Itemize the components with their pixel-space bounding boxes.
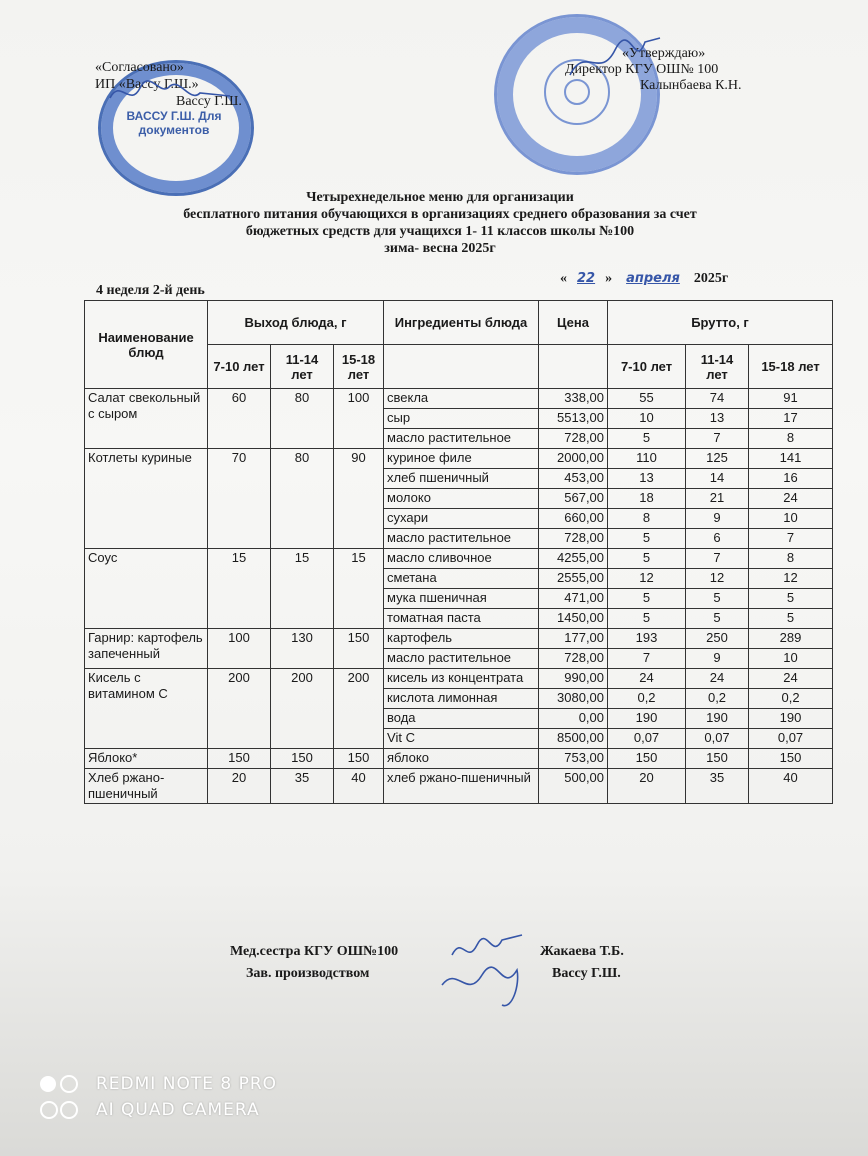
ingredient-name: сметана [384,569,539,589]
dish-output-age1: 60 [208,389,271,449]
menu-table-body [85,389,833,804]
ingredient-name: вода [384,709,539,729]
brutto-age1: 150 [608,749,686,769]
dish-output-age1: 100 [208,629,271,669]
brutto-age3: 24 [749,669,833,689]
dish-output-age2: 80 [271,449,334,549]
header-brutto-age3: 15-18 лет [749,345,833,389]
approval-right-line2: Директор КГУ ОШ№ 100 [565,62,719,77]
dish-name: Гарнир: картофель запеченный [85,629,208,669]
dish-output-age1: 150 [208,749,271,769]
brutto-age3: 0,07 [749,729,833,749]
brutto-age3: 24 [749,489,833,509]
ingredient-name: сухари [384,509,539,529]
dish-output-age1: 70 [208,449,271,549]
brutto-age2: 150 [686,749,749,769]
brutto-age2: 21 [686,489,749,509]
ingredient-price: 3080,00 [539,689,608,709]
dish-output-age3: 200 [334,669,384,749]
dish-output-age1: 20 [208,769,271,804]
dish-name: Кисель с витамином С [85,669,208,749]
brutto-age1: 110 [608,449,686,469]
ingredient-name: хлеб ржано-пшеничный [384,769,539,804]
brutto-age1: 13 [608,469,686,489]
brutto-age2: 0,2 [686,689,749,709]
dish-name: Яблоко* [85,749,208,769]
signature-footer-icon [432,925,532,1015]
dish-output-age3: 150 [334,749,384,769]
title-line1: Четырехнедельное меню для организации [306,190,574,205]
brutto-age2: 6 [686,529,749,549]
title-line4: зима- весна 2025г [384,241,496,256]
brutto-age1: 55 [608,389,686,409]
ingredient-name: Vit C [384,729,539,749]
brutto-age1: 5 [608,529,686,549]
header-price-blank [539,345,608,389]
header-name: Наименование блюд [85,301,208,389]
brutto-age3: 17 [749,409,833,429]
brutto-age3: 8 [749,549,833,569]
ingredient-price: 5513,00 [539,409,608,429]
footer-nurse-name: Жакаева Т.Б. [540,944,624,959]
brutto-age3: 12 [749,569,833,589]
brutto-age1: 5 [608,429,686,449]
ingredient-name: мука пшеничная [384,589,539,609]
header-brutto-age1: 7-10 лет [608,345,686,389]
ingredient-price: 338,00 [539,389,608,409]
camera-lens-icon-2 [40,1101,58,1119]
brutto-age3: 150 [749,749,833,769]
brutto-age2: 7 [686,429,749,449]
dish-output-age3: 15 [334,549,384,629]
brutto-age1: 0,07 [608,729,686,749]
brutto-age3: 16 [749,469,833,489]
camera-lens-icon [60,1075,78,1093]
footer-manager-name: Вассу Г.Ш. [552,966,621,981]
menu-table [84,300,833,804]
dish-output-age2: 15 [271,549,334,629]
camera-lens-icon-3 [60,1101,78,1119]
ingredient-price: 471,00 [539,589,608,609]
dish-output-age3: 40 [334,769,384,804]
table-row [85,629,833,649]
ingredient-price: 500,00 [539,769,608,804]
brutto-age1: 20 [608,769,686,804]
week-day-label: 4 неделя 2-й день [96,283,205,298]
header-ingredients: Ингредиенты блюда [384,301,539,345]
ingredient-price: 8500,00 [539,729,608,749]
brutto-age3: 91 [749,389,833,409]
brutto-age3: 141 [749,449,833,469]
dish-output-age2: 35 [271,769,334,804]
brutto-age1: 5 [608,609,686,629]
brutto-age2: 125 [686,449,749,469]
dish-name: Соус [85,549,208,629]
brutto-age2: 250 [686,629,749,649]
brutto-age2: 12 [686,569,749,589]
ingredient-name: масло растительное [384,529,539,549]
date-day: 22 [577,271,596,286]
header-price: Цена [539,301,608,345]
header-output-age1: 7-10 лет [208,345,271,389]
dish-output-age1: 15 [208,549,271,629]
ingredient-price: 728,00 [539,529,608,549]
date-year: 2025г [693,271,729,286]
dish-output-age3: 100 [334,389,384,449]
approval-right-line3: Калынбаева К.Н. [640,78,742,93]
ingredient-price: 2000,00 [539,449,608,469]
ingredient-name: кисель из концентрата [384,669,539,689]
ingredient-name: яблоко [384,749,539,769]
ingredient-price: 2555,00 [539,569,608,589]
brutto-age1: 193 [608,629,686,649]
approval-left-line3: Вассу Г.Ш. [176,94,242,109]
approval-right-line1: «Утверждаю» [622,46,706,61]
brutto-age2: 24 [686,669,749,689]
brutto-age1: 8 [608,509,686,529]
ingredient-price: 1450,00 [539,609,608,629]
header-output-age2: 11-14 лет [271,345,334,389]
dish-output-age2: 80 [271,389,334,449]
brutto-age3: 40 [749,769,833,804]
ingredient-price: 4255,00 [539,549,608,569]
header-ingredients-blank [384,345,539,389]
date-open-quote: « [560,271,567,286]
table-row [85,669,833,689]
title-line3: бюджетных средств для учащихся 1- 11 классов школы №100 [245,224,635,239]
brutto-age2: 9 [686,649,749,669]
brutto-age3: 8 [749,429,833,449]
brutto-age2: 190 [686,709,749,729]
dish-output-age2: 150 [271,749,334,769]
date-close-quote: » [605,271,613,286]
dish-name: Хлеб ржано-пшеничный [85,769,208,804]
header-brutto-age2: 11-14 лет [686,345,749,389]
header-output-age3: 15-18 лет [334,345,384,389]
brutto-age2: 13 [686,409,749,429]
ingredient-name: масло растительное [384,429,539,449]
watermark-line1: REDMI NOTE 8 PRO [96,1074,278,1094]
dish-name: Салат свекольный с сыром [85,389,208,449]
brutto-age3: 289 [749,629,833,649]
date-month: апреля [626,271,680,286]
brutto-age1: 5 [608,589,686,609]
brutto-age2: 74 [686,389,749,409]
ingredient-name: кислота лимонная [384,689,539,709]
ingredient-price: 177,00 [539,629,608,649]
brutto-age3: 0,2 [749,689,833,709]
ingredient-name: сыр [384,409,539,429]
signature-right-icon [560,30,670,90]
brutto-age3: 5 [749,589,833,609]
footer-manager-label: Зав. производством [246,966,370,981]
ingredient-name: масло сливочное [384,549,539,569]
brutto-age1: 5 [608,549,686,569]
brutto-age2: 5 [686,589,749,609]
ingredient-price: 990,00 [539,669,608,689]
brutto-age3: 10 [749,509,833,529]
ingredient-price: 660,00 [539,509,608,529]
signature-left-icon [100,68,250,118]
ingredient-name: куриное филе [384,449,539,469]
dish-output-age2: 200 [271,669,334,749]
dish-output-age3: 90 [334,449,384,549]
ingredient-price: 453,00 [539,469,608,489]
brutto-age2: 5 [686,609,749,629]
table-row [85,769,833,804]
brutto-age1: 7 [608,649,686,669]
watermark-line2: AI QUAD CAMERA [96,1100,260,1120]
ingredient-name: масло растительное [384,649,539,669]
ingredient-price: 728,00 [539,429,608,449]
dish-output-age1: 200 [208,669,271,749]
footer-nurse-label: Мед.сестра КГУ ОШ№100 [230,944,399,959]
brutto-age1: 190 [608,709,686,729]
brutto-age3: 10 [749,649,833,669]
brutto-age1: 18 [608,489,686,509]
table-row [85,549,833,569]
ingredient-name: хлеб пшеничный [384,469,539,489]
brutto-age3: 7 [749,529,833,549]
brutto-age1: 24 [608,669,686,689]
brutto-age3: 5 [749,609,833,629]
table-row [85,449,833,469]
brutto-age2: 35 [686,769,749,804]
brutto-age3: 190 [749,709,833,729]
approval-left-line1: «Согласовано» [95,60,184,75]
table-row [85,389,833,409]
ingredient-name: молоко [384,489,539,509]
camera-watermark-icon [40,1076,56,1092]
ingredient-price: 728,00 [539,649,608,669]
dish-output-age3: 150 [334,629,384,669]
approval-left-line2: ИП «Вассу Г.Ш.» [95,77,199,92]
ingredient-price: 753,00 [539,749,608,769]
title-line2: бесплатного питания обучающихся в организациях среднего образования за счет [183,207,697,222]
brutto-age2: 7 [686,549,749,569]
brutto-age1: 10 [608,409,686,429]
brutto-age1: 0,2 [608,689,686,709]
brutto-age2: 9 [686,509,749,529]
ingredient-price: 0,00 [539,709,608,729]
ingredient-name: свекла [384,389,539,409]
stamp-left-label: ВАССУ Г.Ш. Для документов [126,109,222,137]
dish-output-age2: 130 [271,629,334,669]
header-brutto: Брутто, г [608,301,833,345]
header-output: Выход блюда, г [208,301,384,345]
brutto-age1: 12 [608,569,686,589]
brutto-age2: 0,07 [686,729,749,749]
table-row [85,749,833,769]
ingredient-price: 567,00 [539,489,608,509]
date-line [560,271,728,287]
ingredient-name: томатная паста [384,609,539,629]
ingredient-name: картофель [384,629,539,649]
brutto-age2: 14 [686,469,749,489]
dish-name: Котлеты куриные [85,449,208,549]
